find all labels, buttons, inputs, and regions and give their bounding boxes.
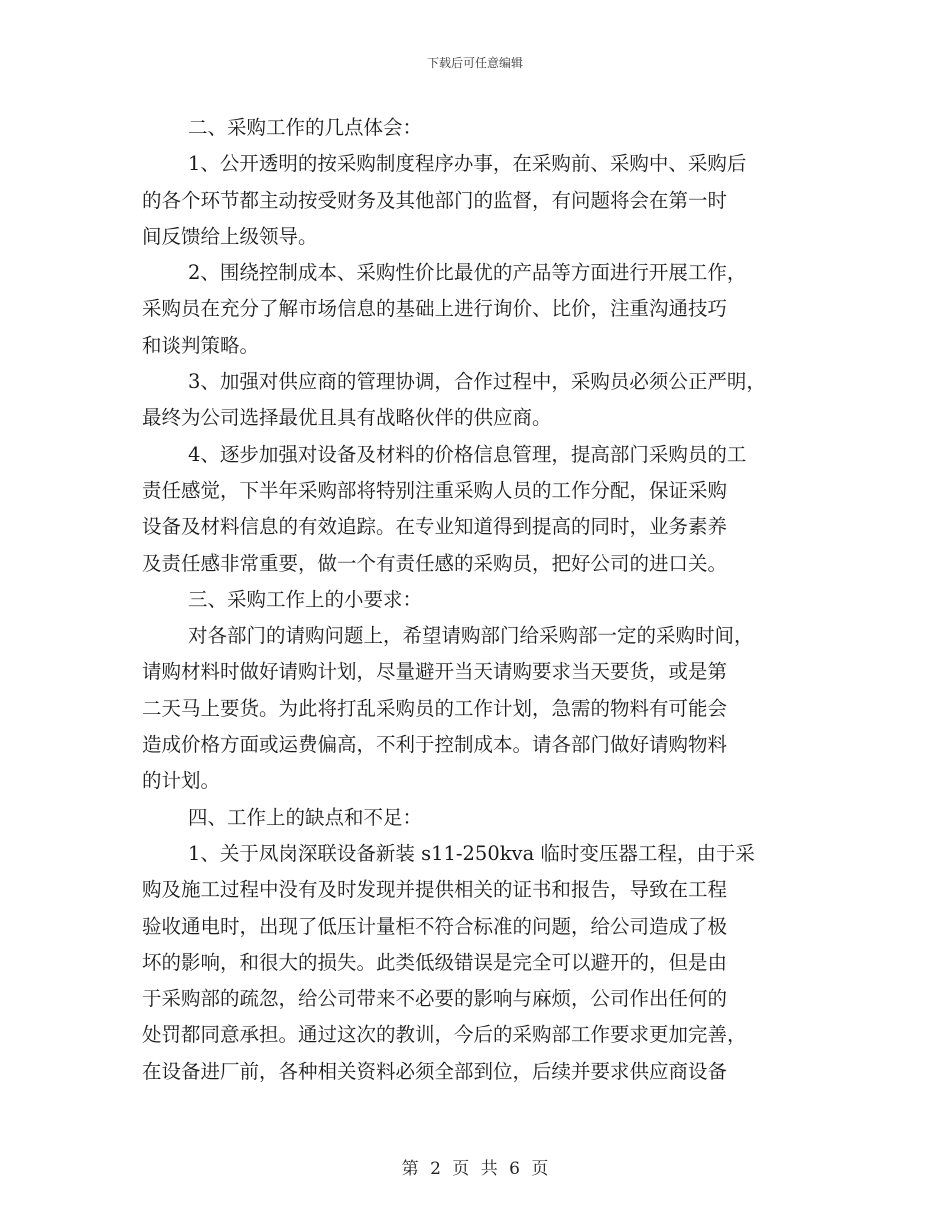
text-line: 最终为公司选择最优且具有战略伙伴的供应商。 <box>142 406 552 430</box>
page-number: 第 2 页 共 6 页 <box>401 1159 549 1179</box>
text-line: 处罚都同意承担。通过这次的教训，今后的采购部工作要求更加完善， <box>142 1023 747 1047</box>
text-line: 2、围绕控制成本、采购性价比最优的产品等方面进行开展工作， <box>188 261 747 285</box>
text-line: 坏的影响，和很大的损失。此类低级错误是完全可以避开的，但是由 <box>142 950 728 974</box>
text-line: 购及施工过程中没有及时发现并提供相关的证书和报告，导致在工程 <box>142 878 728 902</box>
text-line: 请购材料时做好请购计划，尽量避开当天请购要求当天要货，或是第 <box>142 660 728 684</box>
text-line: 设备及材料信息的有效追踪。在专业知道得到提高的同时，业务素养 <box>142 515 728 539</box>
document-body <box>142 110 812 1090</box>
text-line: 1、关于凤岗深联设备新装 s11-250kva 临时变压器工程，由于采 <box>188 841 755 865</box>
text-line: 对各部门的请购问题上，希望请购部门给采购部一定的采购时间， <box>188 624 754 648</box>
text-line: 4、逐步加强对设备及材料的价格信息管理，提高部门采购员的工 <box>188 442 747 466</box>
text-line: 间反馈给上级领导。 <box>142 224 318 248</box>
text-line: 二、采购工作的几点体会： <box>188 116 423 139</box>
page-header-note: 下载后可任意编辑 <box>426 56 523 70</box>
text-line: 三、采购工作上的小要求： <box>188 587 423 611</box>
text-line: 造成价格方面或运费偏高，不利于控制成本。请各部门做好请购物料 <box>142 733 728 757</box>
text-line: 责任感觉，下半年采购部将特别注重采购人员的工作分配，保证采购 <box>142 478 728 502</box>
text-line: 的各个环节都主动按受财务及其他部门的监督，有问题将会在第一时 <box>142 188 728 212</box>
text-line: 和谈判策略。 <box>142 333 260 357</box>
text-line: 采购员在充分了解市场信息的基础上进行询价、比价，注重沟通技巧 <box>142 297 728 321</box>
text-line: 二天马上要货。为此将打乱采购员的工作计划，急需的物料有可能会 <box>142 696 728 720</box>
text-line: 3、加强对供应商的管理协调，合作过程中，采购员必须公正严明， <box>188 370 766 394</box>
text-line: 及责任感非常重要，做一个有责任感的采购员，把好公司的进口关。 <box>142 551 728 575</box>
text-line: 在设备进厂前，各种相关资料必须全部到位，后续并要求供应商设备 <box>142 1059 728 1083</box>
text-line: 验收通电时，出现了低压计量柜不符合标准的问题，给公司造成了极 <box>142 914 728 938</box>
text-line: 四、工作上的缺点和不足： <box>188 805 423 829</box>
text-line: 于采购部的疏忽，给公司带来不必要的影响与麻烦，公司作出任何的 <box>142 987 728 1011</box>
text-line: 1、公开透明的按采购制度程序办事，在采购前、采购中、采购后 <box>188 152 747 176</box>
text-line: 的计划。 <box>142 769 221 793</box>
